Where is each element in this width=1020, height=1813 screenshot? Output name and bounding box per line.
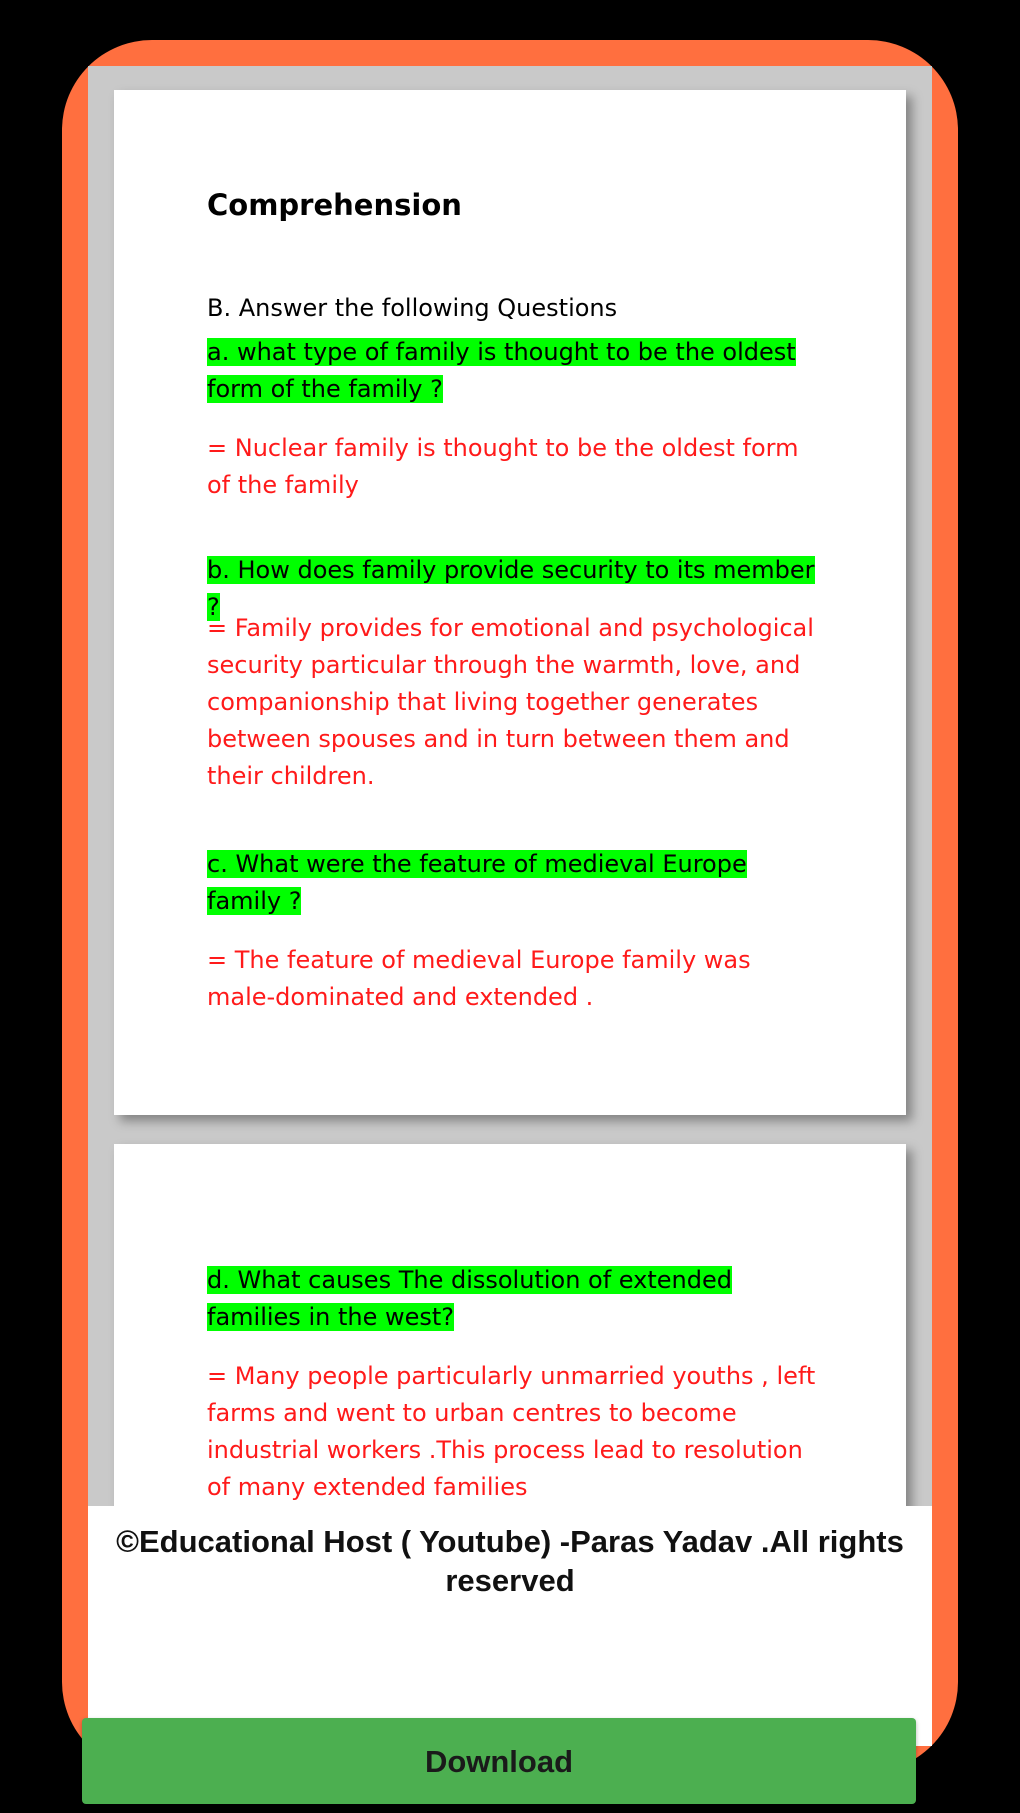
question-c xyxy=(207,846,817,920)
download-button[interactable]: Download xyxy=(82,1718,916,1804)
document-page-1 xyxy=(114,90,906,1115)
answer-b: = Family provides for emotional and psychological security particular through the warmth, love, and companionship that living together generates between spouses and in turn between them and their children. xyxy=(207,614,814,790)
question-text: a. what type of family is thought to be the oldest form of the family ? xyxy=(207,338,796,403)
question-text: c. What were the feature of medieval Europe family ? xyxy=(207,850,747,915)
pdf-viewer[interactable] xyxy=(88,66,932,1506)
question-text: d. What causes The dissolution of extended families in the west? xyxy=(207,1266,732,1331)
question-a xyxy=(207,334,817,408)
answer-a: = Nuclear family is thought to be the oldest form of the family xyxy=(207,434,799,499)
question-text: b. How does family provide security to its member ? xyxy=(207,556,815,621)
answer-d: = Many people particularly unmarried youths , left farms and went to urban centres to become industrial workers .This process lead to resolution of many extended families xyxy=(207,1362,816,1501)
app-screen xyxy=(88,66,932,1779)
page-heading: Comprehension xyxy=(207,188,462,222)
question-d xyxy=(207,1262,817,1336)
instruction-text: B. Answer the following Questions xyxy=(207,294,618,322)
answer-c: = The feature of medieval Europe family was male-dominated and extended . xyxy=(207,946,751,1011)
copyright-text: ©Educational Host ( Youtube) -Paras Yadav .All rights reserved xyxy=(116,1524,904,1598)
footer-panel xyxy=(88,1506,932,1779)
